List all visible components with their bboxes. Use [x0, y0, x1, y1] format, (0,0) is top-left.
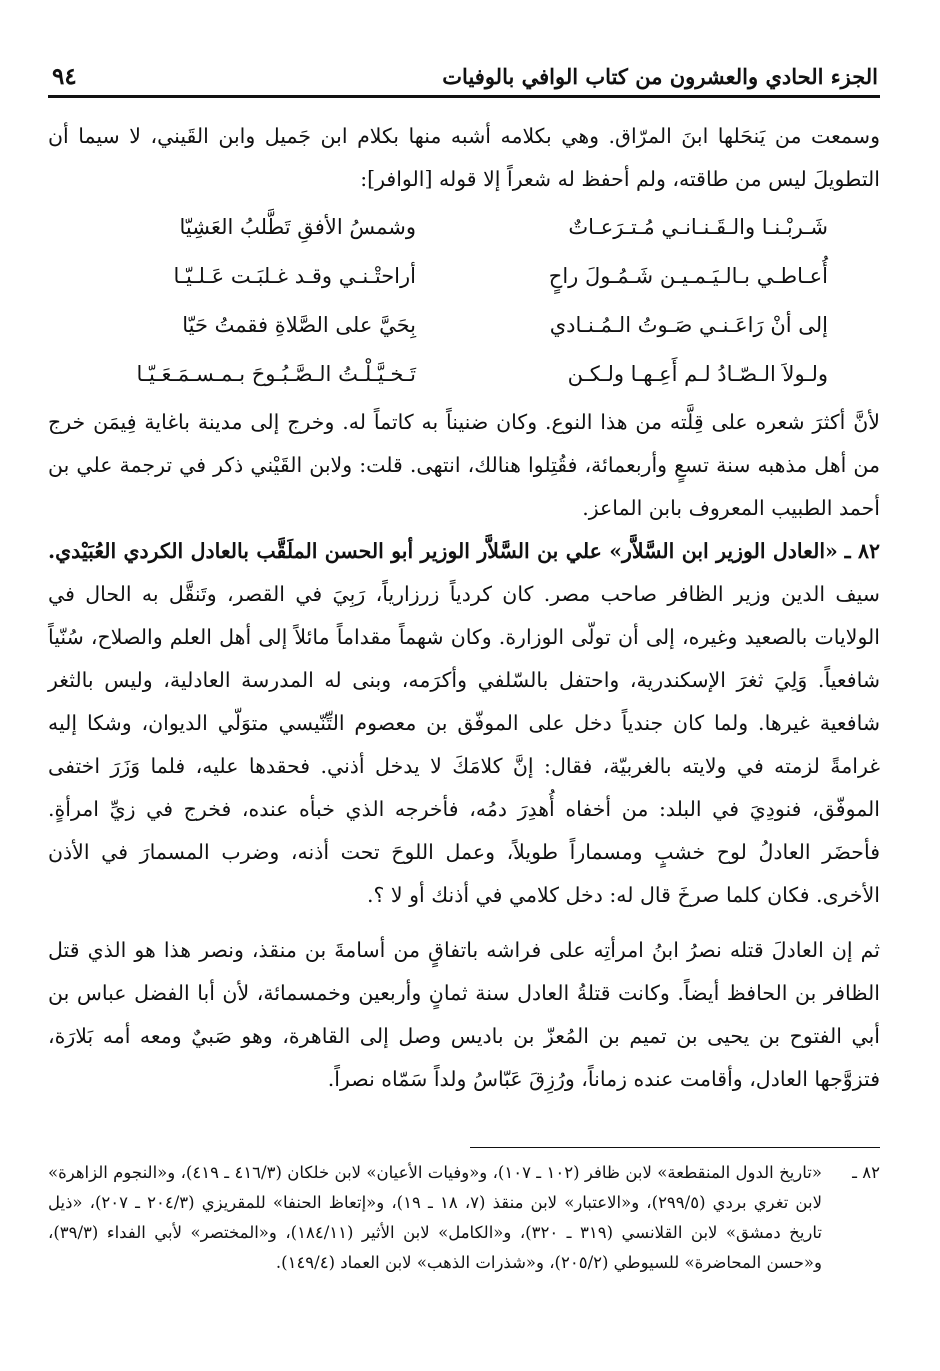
header-rule: [48, 95, 880, 98]
entry-number: ٨٢ ـ: [844, 539, 880, 563]
verse-line: [48, 203, 880, 252]
verse-second-hemistich: وشمسُ الأفقِ تَطَّلبُ العَشِيّا: [179, 215, 416, 239]
footnote-text: «تاريخ الدول المنقطعة» لابن ظافر (١٠٢ ـ ١٠٧)، و«وفيات الأعيان» لابن خلكان (٤١٦/٣ ـ ٤١٩)، و«النجوم الزاهرة» لابن تغري بردي (٢٩٩/٥)، و«الاعتبار» لابن منقذ (٧، ١٨ ـ ١٩)، و«إتعاظ الحنفا» للمقريزي (٢٠٤/٣ ـ ٢٠٧)، «ذيل تاريخ دمشق» لابن القلانسي (٣١٩ ـ ٣٢٠)، و«الكامل» لابن الأثير (١٨٤/١١)، و«المختصر» لأبي الفداء (٣٩/٣)، و«حسن المحاضرة» للسيوطي (٢٠٥/٢)، و«شذرات الذهب» لابن العماد (١٤٩/٤).: [48, 1163, 822, 1272]
entry-paragraph: [48, 530, 880, 917]
verse-first-hemistich: أُعـاطـي بـالـيَـمـيـن شَـمُـولَ راحٍ: [548, 264, 828, 288]
verse-second-hemistich: بِحَيَّ على الصَّلاةِ فقمتُ حَيّا: [182, 313, 416, 337]
intro-paragraph: وسمعت من يَنحَلها ابنَ المرّاق. وهي بكلامه أشبه منها بكلام ابن جَميل وابن القَيني، لا سيما أن التطويلَ ليس من طاقته، ولم أحفظ له شعراً إلا قوله [الوافر]:: [48, 124, 880, 191]
running-title: الجزء الحادي والعشرون من كتاب الوافي بالوفيات: [442, 63, 878, 89]
verse-first-hemistich: شَـربْـنـا والـقَـنـانـي مُـتـرَعـاتٌ: [568, 215, 828, 239]
page-number: ٩٤: [52, 62, 77, 90]
verse-second-hemistich: أراحتْـنـي وقـد غـلبَـت عَـلـيّـا: [173, 264, 416, 288]
verse-second-hemistich: تَـخـيَّـلْـتُ الـصَّـبُـوحَ بـمـسـمَـعَـيّـا: [136, 362, 416, 386]
poem: [48, 203, 880, 399]
verse-first-hemistich: ولـولاَ الـصّـادُ لـم أَعِـهـا ولـكـن: [567, 362, 828, 386]
footnote: [48, 1158, 880, 1278]
verse-line: [48, 350, 880, 399]
footnote-rule: [470, 1147, 880, 1148]
entry-text: سيف الدين وزير الظافر صاحب مصر. كان كردياً زرزارياً، رَبِيَ في القصر، وتَنقَّل به الحال في الولايات بالصعيد وغيره، إلى أن تولّى الوزارة. وكان شهماً مقداماً مائلاً إلى أهل العلم والصلاح، سُنّياً شافعياً. وَلِيَ ثغرَ الإسكندرية، واحتفل بالسّلفي وأكرَمه، وبنى له المدرسة العادلية، وليس بالثغر شافعية غيرها. ولما كان جندياً دخل على الموفّق بن معصوم التِّنّيسي متوَلّي الديوان، وشكا إليه غرامةً لزمته في ولايته بالغربيّة، فقال: إنَّ كلامَكَ لا يدخل أذني. فحقدها عليه، فلما وَزَرَ اختفى الموفّق، فنودِيَ في البلد: من أخفاه أُهدِرَ دمُه، فأخرجه الذي خبأه عنده، فخرج في زيِّ امرأةٍ. فأحضَر العادلُ لوح خشبٍ ومسماراً طويلاً، وعمل اللوحَ تحت أذنه، وضرب المسمارَ في الأذن الأخرى. فكان كلما صرخَ قال له: دخل كلامي في أذنك أو لا ؟.: [48, 582, 880, 907]
main-text: [48, 115, 880, 1101]
verse-line: [48, 252, 880, 301]
verse-first-hemistich: إلى أنْ رَاعَـنـي صَـوتُ الـمُـنـادي: [549, 313, 828, 337]
verse-line: [48, 301, 880, 350]
running-header: [52, 58, 878, 94]
footnotes: [48, 1158, 880, 1278]
footnote-number: ٨٢ ـ: [852, 1163, 880, 1182]
entry-heading: «العادل الوزير ابن السَّلاَّر» علي بن السَّلاَّر الوزير أبو الحسن الملَقَّب بالعادل الكردي العُبَيْدي.: [48, 539, 838, 563]
entry-paragraph-continued: ثم إن العادلَ قتله نصرُ ابنُ امرأتِه على فراشه باتفاقٍ من أسامةَ بن منقذ، ونصر هذا هو الذي قتل الظافر بن الحافظ أيضاً. وكانت قتلةُ العادل سنة ثمانٍ وأربعين وخمسمائة، لأن أبا الفضل عباس بن أبي الفتوح بن يحيى بن تميم بن المُعزّ بن باديس وصل إلى القاهرة، وهو صَبيٌ ومعه أمه بَلارَة، فتزوَّجها العادل، وأقامت عنده زماناً، ورُزِقَ عَبّاسُ ولداً سَمّاه نصراً.: [48, 938, 880, 1091]
paragraph-gap: [48, 917, 880, 929]
after-verses-paragraph: لأنَّ أكثرَ شعره على قِلَّته من هذا النوع. وكان ضنيناً به كاتماً له. وخرج إلى مدينة باغاية فِيمَن خرج من أهل مذهبه سنة تسعٍ وأربعمائة، فقُتِلوا هنالك، انتهى. قلت: ولابن القَيْني ذكر في ترجمة علي بن أحمد الطبيب المعروف بابن الماعز.: [48, 410, 880, 520]
